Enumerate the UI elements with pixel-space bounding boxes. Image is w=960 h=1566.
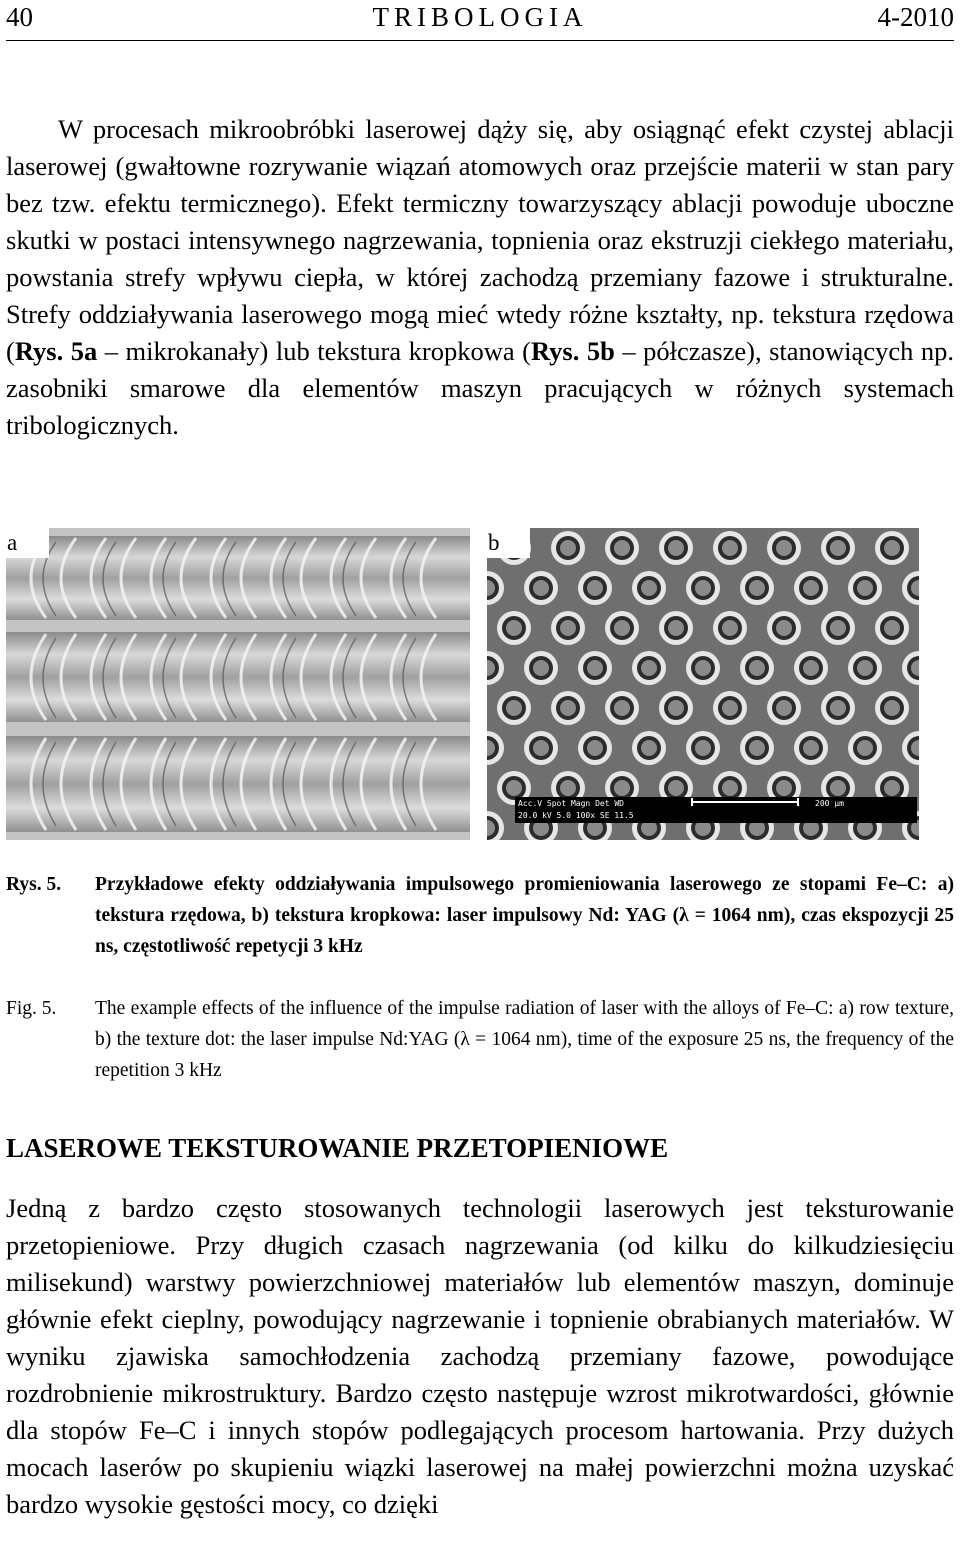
issue-number: 4-2010 — [877, 2, 954, 32]
figure-caption-polish — [6, 869, 954, 962]
journal-title: TRIBOLOGIA — [372, 2, 588, 32]
figure-5a-row-texture-image — [6, 528, 470, 840]
running-header — [6, 0, 954, 34]
scale-bar-label: 200 µm — [815, 799, 844, 808]
figure-ref-5b: Rys. 5b — [530, 336, 615, 366]
caption-label-english: Fig. 5. — [6, 998, 57, 1019]
sem-info-bar — [515, 797, 917, 823]
figure-5b-dot-texture-image — [487, 528, 919, 840]
sem-info-line-2: 20.0 kV 5.0 100x SE 11.5 — [518, 811, 634, 820]
figure-caption-english — [6, 993, 954, 1086]
header-rule — [6, 40, 954, 41]
scale-bar — [691, 801, 799, 803]
section-heading: LASEROWE TEKSTUROWANIE PRZETOPIENIOWE — [6, 1133, 669, 1163]
figure-label-b: b — [487, 528, 530, 558]
sem-info-line-1: Acc.V Spot Magn Det WD — [518, 799, 624, 808]
body-paragraph-2: Jedną z bardzo często stosowanych technologii laserowych jest teksturowanie przetopieniowe. Przy długich czasach nagrzewania (od kilku do kilkudziesięciu milisekund) warstwy powierzchniowej materiałów lub elementów maszyn, dominuje głównie efekt cieplny, powodujący nagrzewanie i topnienie obrabianych materiałów. W wyniku zjawiska samochłodzenia zachodzą przemiany fazowe, powodujące rozdrobnienie mikrostruktury. Bardzo często następuje wzrost mikrotwardości, głównie dla stopów Fe–C i innych stopów podlegających procesom hartowania. Przy dużych mocach laserów po skupieniu wiązki laserowej na małej powierzchni można uzyskać bardzo wysokie gęstości mocy, co dzięki — [6, 1193, 954, 1519]
body-paragraph-1: W procesach mikroobróbki laserowej dąży się, aby osiągnąć efekt czystej ablacji laserowej (gwałtowne rozrywanie wiązań atomowych oraz przejście materii w stan pary bez tzw. efektu termicznego). Efekt termiczny towarzyszący ablacji powoduje uboczne skutki w postaci intensywnego nagrzewania, topnienia oraz ekstruzji ciekłego materiału, powstania strefy wpływu ciepła, w której zachodzą przemiany fazowe i strukturalne. Strefy oddziaływania laserowego mogą mieć wtedy różne kształty, np. tekstura rzędowa (Rys. 5a – mikrokanały) lub tekstura kropkowa (Rys. 5b – półczasze), stanowiących np. zasobniki smarowe dla elementów maszyn pracujących w różnych systemach tribologicznych. — [6, 114, 954, 440]
caption-label-polish: Rys. 5. — [6, 874, 62, 895]
caption-text-polish: Przykładowe efekty oddziaływania impulsowego promieniowania laserowego ze stopami Fe–C: a) tekstura rzędowa, b) tekstura kropkowa: laser impulsowy Nd: YAG (λ = 1064 nm), czas ekspozycji 25 ns, częstotliwość repetycji 3 kHz — [95, 874, 954, 957]
figure-label-a: a — [6, 528, 49, 558]
page-number: 40 — [6, 2, 33, 32]
caption-text-english: The example effects of the influence of the impulse radiation of laser with the alloys of Fe–C: a) row texture, b) the texture dot: the laser impulse Nd:YAG (λ = 1064 nm), time of the exposure 25 ns, the frequency of the repetition 3 kHz — [95, 998, 954, 1081]
figure-ref-5a: Rys. 5a — [14, 336, 98, 366]
